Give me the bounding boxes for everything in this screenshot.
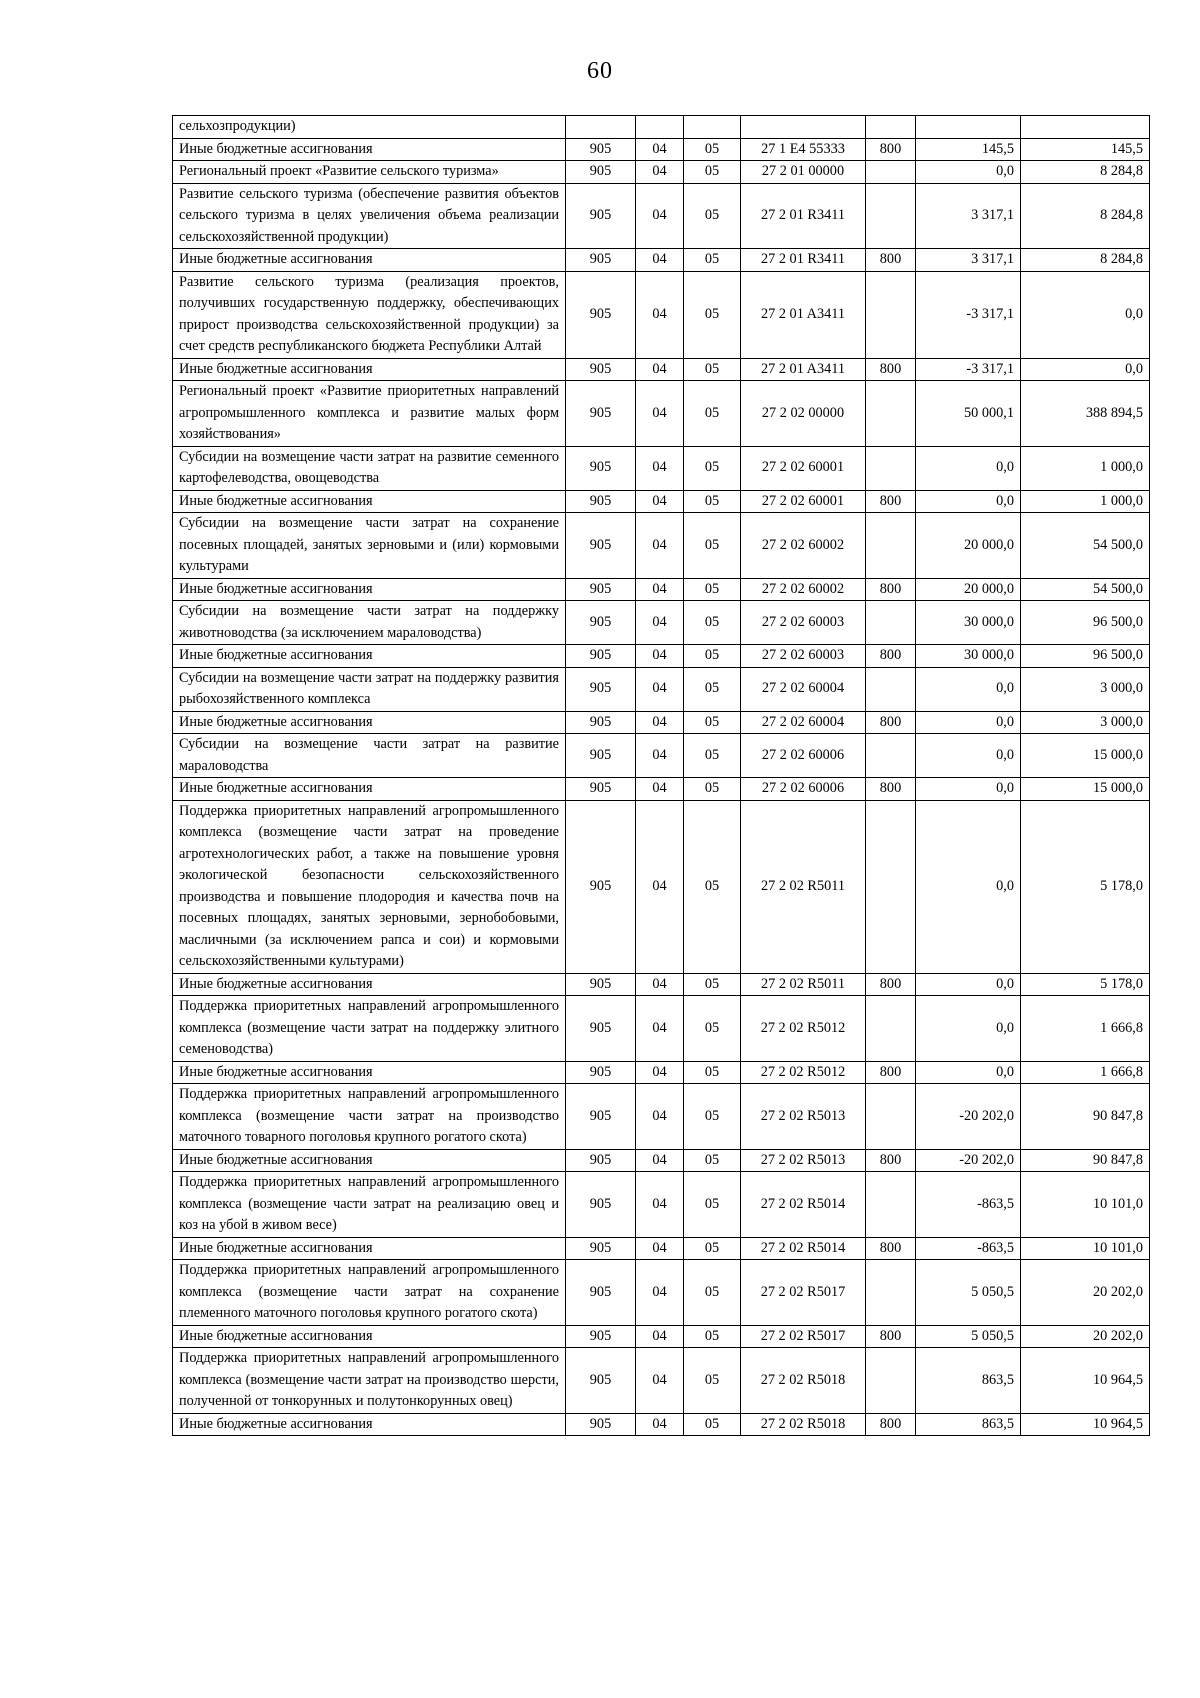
amount-total-cell: 0,0: [1021, 271, 1150, 358]
table-row: [173, 711, 1150, 734]
row-name-cell: Субсидии на возмещение части затрат на развитие мараловодства: [173, 734, 566, 778]
expense-type-cell: 800: [866, 138, 916, 161]
admin-code-cell: 905: [566, 601, 636, 645]
subsection-code-cell: 05: [684, 711, 741, 734]
table-row: [173, 490, 1150, 513]
target-article-cell: 27 2 02 R5011: [741, 800, 866, 973]
amount-change-cell: 0,0: [916, 734, 1021, 778]
row-name-cell: Иные бюджетные ассигнования: [173, 138, 566, 161]
admin-code-cell: 905: [566, 645, 636, 668]
amount-change-cell: 145,5: [916, 138, 1021, 161]
table-row: [173, 1260, 1150, 1326]
admin-code-cell: 905: [566, 778, 636, 801]
row-name-cell: Поддержка приоритетных направлений агропромышленного комплекса (возмещение части затрат на производство маточного товарного поголовья крупного рогатого скота): [173, 1084, 566, 1150]
expense-type-cell: [866, 116, 916, 139]
table-row: [173, 996, 1150, 1062]
amount-change-cell: 0,0: [916, 446, 1021, 490]
table-row: [173, 138, 1150, 161]
amount-total-cell: 10 964,5: [1021, 1413, 1150, 1436]
section-code-cell: 04: [636, 249, 684, 272]
admin-code-cell: 905: [566, 711, 636, 734]
table-body: [173, 116, 1150, 1436]
amount-change-cell: 3 317,1: [916, 249, 1021, 272]
target-article-cell: 27 2 02 60002: [741, 578, 866, 601]
subsection-code-cell: 05: [684, 446, 741, 490]
amount-total-cell: 1 000,0: [1021, 446, 1150, 490]
target-article-cell: 27 2 02 60004: [741, 711, 866, 734]
subsection-code-cell: 05: [684, 1061, 741, 1084]
subsection-code-cell: 05: [684, 513, 741, 579]
section-code-cell: 04: [636, 973, 684, 996]
table-row: [173, 1348, 1150, 1414]
expense-type-cell: [866, 381, 916, 447]
section-code-cell: 04: [636, 1260, 684, 1326]
admin-code-cell: 905: [566, 183, 636, 249]
admin-code-cell: 905: [566, 358, 636, 381]
table-row: [173, 271, 1150, 358]
section-code-cell: 04: [636, 711, 684, 734]
amount-total-cell: 96 500,0: [1021, 645, 1150, 668]
subsection-code-cell: [684, 116, 741, 139]
table-row: [173, 1061, 1150, 1084]
amount-total-cell: 1 666,8: [1021, 1061, 1150, 1084]
target-article-cell: 27 2 01 00000: [741, 161, 866, 184]
expense-type-cell: 800: [866, 1149, 916, 1172]
target-article-cell: 27 2 02 60004: [741, 667, 866, 711]
section-code-cell: 04: [636, 578, 684, 601]
target-article-cell: 27 2 02 R5013: [741, 1149, 866, 1172]
amount-total-cell: 10 101,0: [1021, 1237, 1150, 1260]
row-name-cell: Иные бюджетные ассигнования: [173, 358, 566, 381]
expense-type-cell: 800: [866, 973, 916, 996]
admin-code-cell: 905: [566, 249, 636, 272]
amount-total-cell: 8 284,8: [1021, 249, 1150, 272]
target-article-cell: 27 2 02 R5013: [741, 1084, 866, 1150]
expense-type-cell: [866, 1348, 916, 1414]
expense-type-cell: 800: [866, 778, 916, 801]
amount-change-cell: 5 050,5: [916, 1325, 1021, 1348]
section-code-cell: 04: [636, 138, 684, 161]
target-article-cell: 27 2 02 R5012: [741, 996, 866, 1062]
amount-total-cell: 90 847,8: [1021, 1084, 1150, 1150]
expense-type-cell: [866, 1084, 916, 1150]
admin-code-cell: [566, 116, 636, 139]
table-row: [173, 161, 1150, 184]
amount-change-cell: -863,5: [916, 1237, 1021, 1260]
row-name-cell: Иные бюджетные ассигнования: [173, 1237, 566, 1260]
expense-type-cell: [866, 446, 916, 490]
section-code-cell: 04: [636, 601, 684, 645]
amount-change-cell: 0,0: [916, 1061, 1021, 1084]
expense-type-cell: [866, 734, 916, 778]
expense-type-cell: 800: [866, 645, 916, 668]
table-row: [173, 1237, 1150, 1260]
section-code-cell: 04: [636, 1348, 684, 1414]
subsection-code-cell: 05: [684, 381, 741, 447]
amount-change-cell: 0,0: [916, 711, 1021, 734]
subsection-code-cell: 05: [684, 183, 741, 249]
admin-code-cell: 905: [566, 513, 636, 579]
target-article-cell: 27 2 02 R5017: [741, 1260, 866, 1326]
table-row: [173, 973, 1150, 996]
row-name-cell: Иные бюджетные ассигнования: [173, 578, 566, 601]
amount-change-cell: 20 000,0: [916, 513, 1021, 579]
amount-total-cell: 0,0: [1021, 358, 1150, 381]
expense-type-cell: [866, 513, 916, 579]
admin-code-cell: 905: [566, 271, 636, 358]
amount-total-cell: 3 000,0: [1021, 711, 1150, 734]
amount-change-cell: -20 202,0: [916, 1084, 1021, 1150]
amount-change-cell: 5 050,5: [916, 1260, 1021, 1326]
page-number: 60: [587, 58, 613, 84]
expense-type-cell: [866, 996, 916, 1062]
subsection-code-cell: 05: [684, 996, 741, 1062]
section-code-cell: 04: [636, 645, 684, 668]
section-code-cell: 04: [636, 1325, 684, 1348]
amount-total-cell: 8 284,8: [1021, 161, 1150, 184]
amount-total-cell: 20 202,0: [1021, 1325, 1150, 1348]
expense-type-cell: 800: [866, 1413, 916, 1436]
table-row: [173, 1149, 1150, 1172]
section-code-cell: 04: [636, 1084, 684, 1150]
amount-change-cell: 0,0: [916, 800, 1021, 973]
expense-type-cell: [866, 1172, 916, 1238]
table-row: [173, 578, 1150, 601]
section-code-cell: 04: [636, 1413, 684, 1436]
admin-code-cell: 905: [566, 1149, 636, 1172]
target-article-cell: 27 2 02 R5017: [741, 1325, 866, 1348]
section-code-cell: 04: [636, 996, 684, 1062]
row-name-cell: Поддержка приоритетных направлений агропромышленного комплекса (возмещение части затрат на проведение агротехнологических работ, а также на повышение уровня экологической безопасности сельскохозяйственного производства и повышение плодородия и качества почв на посевных площадях, занятых зерновыми, зернобобовыми, масличными (за исключением рапса и сои) и кормовыми сельскохозяйственными культурами): [173, 800, 566, 973]
table-row: [173, 1413, 1150, 1436]
target-article-cell: 27 2 01 A3411: [741, 271, 866, 358]
table-row: [173, 381, 1150, 447]
subsection-code-cell: 05: [684, 578, 741, 601]
subsection-code-cell: 05: [684, 601, 741, 645]
row-name-cell: Иные бюджетные ассигнования: [173, 778, 566, 801]
subsection-code-cell: 05: [684, 973, 741, 996]
section-code-cell: 04: [636, 1237, 684, 1260]
row-name-cell: Субсидии на возмещение части затрат на поддержку животноводства (за исключением мараловодства): [173, 601, 566, 645]
amount-change-cell: 0,0: [916, 996, 1021, 1062]
table-row: [173, 667, 1150, 711]
expense-type-cell: 800: [866, 358, 916, 381]
amount-change-cell: -863,5: [916, 1172, 1021, 1238]
expense-type-cell: [866, 601, 916, 645]
subsection-code-cell: 05: [684, 271, 741, 358]
subsection-code-cell: 05: [684, 1260, 741, 1326]
target-article-cell: 27 2 02 R5012: [741, 1061, 866, 1084]
target-article-cell: 27 2 02 60002: [741, 513, 866, 579]
expense-type-cell: [866, 271, 916, 358]
subsection-code-cell: 05: [684, 667, 741, 711]
expense-type-cell: [866, 800, 916, 973]
section-code-cell: 04: [636, 446, 684, 490]
table-row: [173, 446, 1150, 490]
target-article-cell: 27 2 02 60003: [741, 645, 866, 668]
admin-code-cell: 905: [566, 1084, 636, 1150]
amount-total-cell: 15 000,0: [1021, 734, 1150, 778]
row-name-cell: Поддержка приоритетных направлений агропромышленного комплекса (возмещение части затрат на поддержку элитного семеноводства): [173, 996, 566, 1062]
section-code-cell: 04: [636, 161, 684, 184]
expense-type-cell: 800: [866, 578, 916, 601]
admin-code-cell: 905: [566, 973, 636, 996]
amount-total-cell: 5 178,0: [1021, 800, 1150, 973]
target-article-cell: 27 2 02 R5011: [741, 973, 866, 996]
section-code-cell: 04: [636, 183, 684, 249]
amount-total-cell: 10 964,5: [1021, 1348, 1150, 1414]
admin-code-cell: 905: [566, 1348, 636, 1414]
subsection-code-cell: 05: [684, 1413, 741, 1436]
section-code-cell: 04: [636, 800, 684, 973]
admin-code-cell: 905: [566, 381, 636, 447]
admin-code-cell: 905: [566, 1413, 636, 1436]
subsection-code-cell: 05: [684, 358, 741, 381]
amount-total-cell: 145,5: [1021, 138, 1150, 161]
table-row: [173, 116, 1150, 139]
amount-total-cell: 8 284,8: [1021, 183, 1150, 249]
amount-change-cell: 20 000,0: [916, 578, 1021, 601]
target-article-cell: 27 2 02 60006: [741, 778, 866, 801]
target-article-cell: 27 2 02 60006: [741, 734, 866, 778]
amount-total-cell: 20 202,0: [1021, 1260, 1150, 1326]
amount-total-cell: 1 666,8: [1021, 996, 1150, 1062]
row-name-cell: сельхозпродукции): [173, 116, 566, 139]
section-code-cell: 04: [636, 734, 684, 778]
row-name-cell: Поддержка приоритетных направлений агропромышленного комплекса (возмещение части затрат на реализацию овец и коз на убой в живом весе): [173, 1172, 566, 1238]
admin-code-cell: 905: [566, 734, 636, 778]
section-code-cell: 04: [636, 513, 684, 579]
section-code-cell: 04: [636, 1061, 684, 1084]
amount-total-cell: 10 101,0: [1021, 1172, 1150, 1238]
row-name-cell: Иные бюджетные ассигнования: [173, 249, 566, 272]
admin-code-cell: 905: [566, 446, 636, 490]
table-row: [173, 183, 1150, 249]
row-name-cell: Развитие сельского туризма (обеспечение развития объектов сельского туризма в целях увеличения объема реализации сельскохозяйственной продукции): [173, 183, 566, 249]
amount-change-cell: -3 317,1: [916, 358, 1021, 381]
target-article-cell: 27 2 01 R3411: [741, 183, 866, 249]
target-article-cell: 27 2 02 R5018: [741, 1348, 866, 1414]
subsection-code-cell: 05: [684, 1084, 741, 1150]
admin-code-cell: 905: [566, 161, 636, 184]
subsection-code-cell: 05: [684, 778, 741, 801]
target-article-cell: 27 2 02 60001: [741, 446, 866, 490]
table-row: [173, 358, 1150, 381]
row-name-cell: Субсидии на возмещение части затрат на развитие семенного картофелеводства, овощеводства: [173, 446, 566, 490]
amount-change-cell: 50 000,1: [916, 381, 1021, 447]
target-article-cell: 27 2 01 A3411: [741, 358, 866, 381]
subsection-code-cell: 05: [684, 490, 741, 513]
admin-code-cell: 905: [566, 800, 636, 973]
subsection-code-cell: 05: [684, 800, 741, 973]
section-code-cell: 04: [636, 490, 684, 513]
target-article-cell: 27 2 02 60001: [741, 490, 866, 513]
admin-code-cell: 905: [566, 578, 636, 601]
table-row: [173, 645, 1150, 668]
row-name-cell: Иные бюджетные ассигнования: [173, 1061, 566, 1084]
target-article-cell: 27 2 02 60003: [741, 601, 866, 645]
admin-code-cell: 905: [566, 490, 636, 513]
amount-change-cell: 30 000,0: [916, 645, 1021, 668]
admin-code-cell: 905: [566, 1237, 636, 1260]
target-article-cell: 27 2 02 00000: [741, 381, 866, 447]
admin-code-cell: 905: [566, 1172, 636, 1238]
row-name-cell: Иные бюджетные ассигнования: [173, 1149, 566, 1172]
subsection-code-cell: 05: [684, 161, 741, 184]
table-row: [173, 513, 1150, 579]
amount-total-cell: 54 500,0: [1021, 578, 1150, 601]
amount-change-cell: 0,0: [916, 778, 1021, 801]
expense-type-cell: 800: [866, 711, 916, 734]
table-row: [173, 1084, 1150, 1150]
amount-change-cell: 863,5: [916, 1348, 1021, 1414]
row-name-cell: Региональный проект «Развитие сельского туризма»: [173, 161, 566, 184]
amount-total-cell: [1021, 116, 1150, 139]
expense-type-cell: [866, 667, 916, 711]
subsection-code-cell: 05: [684, 1149, 741, 1172]
subsection-code-cell: 05: [684, 1348, 741, 1414]
row-name-cell: Субсидии на возмещение части затрат на поддержку развития рыбохозяйственного комплекса: [173, 667, 566, 711]
amount-total-cell: 15 000,0: [1021, 778, 1150, 801]
row-name-cell: Поддержка приоритетных направлений агропромышленного комплекса (возмещение части затрат на сохранение племенного маточного поголовья крупного рогатого скота): [173, 1260, 566, 1326]
amount-total-cell: 388 894,5: [1021, 381, 1150, 447]
table-row: [173, 778, 1150, 801]
expense-type-cell: 800: [866, 1061, 916, 1084]
amount-change-cell: 0,0: [916, 973, 1021, 996]
section-code-cell: 04: [636, 1172, 684, 1238]
amount-total-cell: 96 500,0: [1021, 601, 1150, 645]
row-name-cell: Иные бюджетные ассигнования: [173, 1413, 566, 1436]
expense-type-cell: [866, 161, 916, 184]
subsection-code-cell: 05: [684, 249, 741, 272]
section-code-cell: 04: [636, 1149, 684, 1172]
expense-type-cell: 800: [866, 249, 916, 272]
admin-code-cell: 905: [566, 138, 636, 161]
expense-type-cell: 800: [866, 1237, 916, 1260]
admin-code-cell: 905: [566, 1061, 636, 1084]
section-code-cell: 04: [636, 667, 684, 711]
subsection-code-cell: 05: [684, 138, 741, 161]
row-name-cell: Иные бюджетные ассигнования: [173, 1325, 566, 1348]
subsection-code-cell: 05: [684, 1325, 741, 1348]
admin-code-cell: 905: [566, 996, 636, 1062]
amount-change-cell: 0,0: [916, 490, 1021, 513]
table-row: [173, 601, 1150, 645]
target-article-cell: 27 2 02 R5018: [741, 1413, 866, 1436]
row-name-cell: Региональный проект «Развитие приоритетных направлений агропромышленного комплекса и развитие малых форм хозяйствования»: [173, 381, 566, 447]
subsection-code-cell: 05: [684, 1172, 741, 1238]
amount-change-cell: [916, 116, 1021, 139]
subsection-code-cell: 05: [684, 1237, 741, 1260]
amount-change-cell: 863,5: [916, 1413, 1021, 1436]
amount-total-cell: 3 000,0: [1021, 667, 1150, 711]
table-row: [173, 1172, 1150, 1238]
admin-code-cell: 905: [566, 667, 636, 711]
amount-total-cell: 90 847,8: [1021, 1149, 1150, 1172]
admin-code-cell: 905: [566, 1260, 636, 1326]
amount-change-cell: 3 317,1: [916, 183, 1021, 249]
admin-code-cell: 905: [566, 1325, 636, 1348]
amount-change-cell: 0,0: [916, 667, 1021, 711]
row-name-cell: Субсидии на возмещение части затрат на сохранение посевных площадей, занятых зерновыми и (или) кормовыми культурами: [173, 513, 566, 579]
table-row: [173, 249, 1150, 272]
amount-change-cell: -3 317,1: [916, 271, 1021, 358]
target-article-cell: [741, 116, 866, 139]
target-article-cell: 27 2 02 R5014: [741, 1172, 866, 1238]
table-row: [173, 734, 1150, 778]
section-code-cell: 04: [636, 358, 684, 381]
amount-change-cell: 30 000,0: [916, 601, 1021, 645]
row-name-cell: Развитие сельского туризма (реализация проектов, получивших государственную поддержку, обеспечивающих прирост производства сельскохозяйственной продукции) за счет средств республиканского бюджета Республики Алтай: [173, 271, 566, 358]
expense-type-cell: [866, 183, 916, 249]
section-code-cell: 04: [636, 778, 684, 801]
budget-table: [172, 115, 1150, 1436]
target-article-cell: 27 2 01 R3411: [741, 249, 866, 272]
row-name-cell: Иные бюджетные ассигнования: [173, 711, 566, 734]
table-row: [173, 1325, 1150, 1348]
amount-total-cell: 1 000,0: [1021, 490, 1150, 513]
amount-change-cell: 0,0: [916, 161, 1021, 184]
section-code-cell: 04: [636, 381, 684, 447]
row-name-cell: Поддержка приоритетных направлений агропромышленного комплекса (возмещение части затрат на производство шерсти, полученной от тонкорунных и полутонкорунных овец): [173, 1348, 566, 1414]
expense-type-cell: [866, 1260, 916, 1326]
amount-change-cell: -20 202,0: [916, 1149, 1021, 1172]
expense-type-cell: 800: [866, 1325, 916, 1348]
amount-total-cell: 54 500,0: [1021, 513, 1150, 579]
amount-total-cell: 5 178,0: [1021, 973, 1150, 996]
row-name-cell: Иные бюджетные ассигнования: [173, 490, 566, 513]
section-code-cell: 04: [636, 271, 684, 358]
section-code-cell: [636, 116, 684, 139]
target-article-cell: 27 1 E4 55333: [741, 138, 866, 161]
table-row: [173, 800, 1150, 973]
row-name-cell: Иные бюджетные ассигнования: [173, 973, 566, 996]
target-article-cell: 27 2 02 R5014: [741, 1237, 866, 1260]
subsection-code-cell: 05: [684, 645, 741, 668]
subsection-code-cell: 05: [684, 734, 741, 778]
row-name-cell: Иные бюджетные ассигнования: [173, 645, 566, 668]
expense-type-cell: 800: [866, 490, 916, 513]
